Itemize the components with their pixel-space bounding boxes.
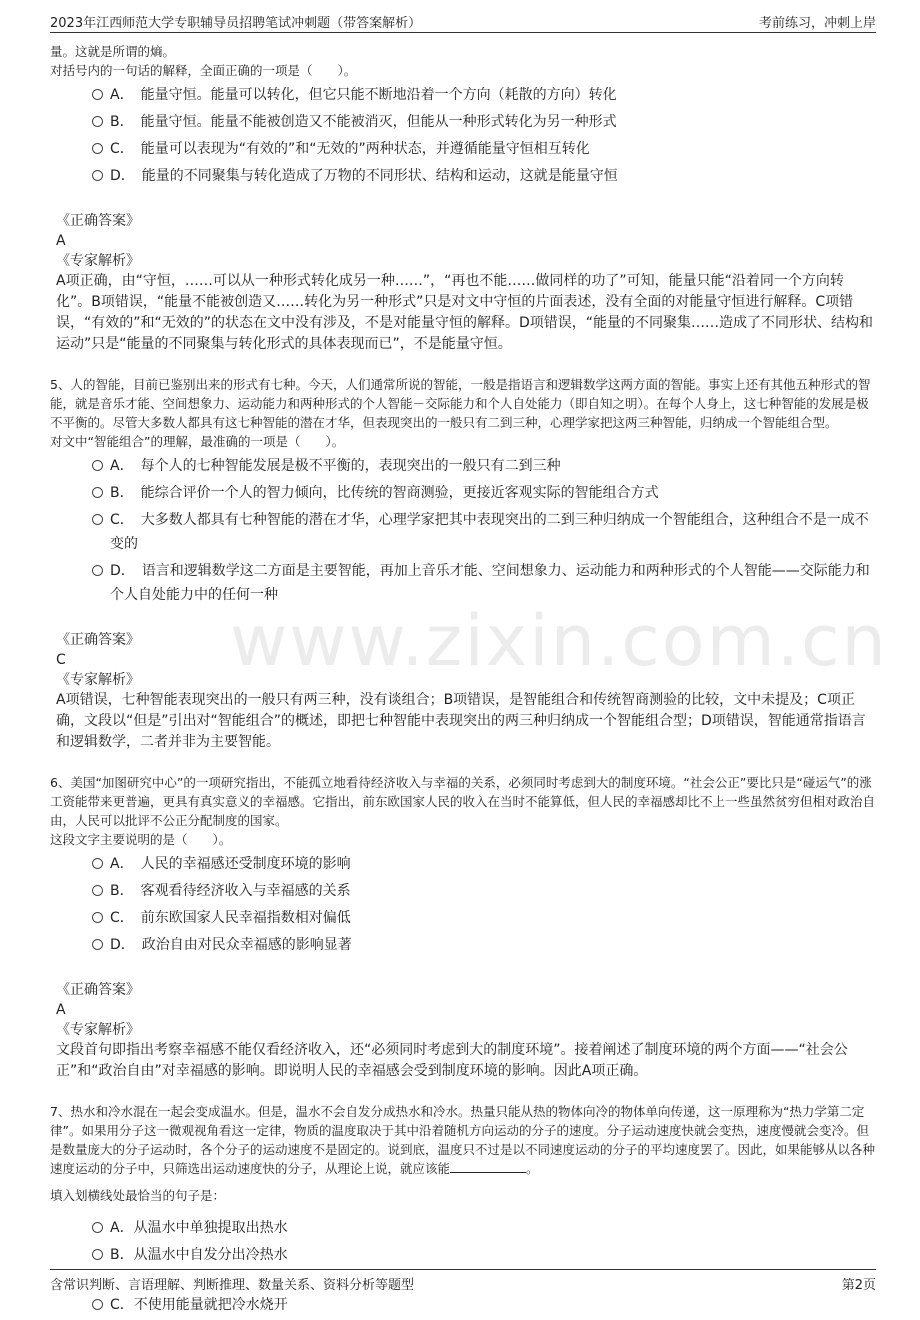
- q6-option-b[interactable]: B． 客观看待经济收入与幸福感的关系: [92, 879, 876, 903]
- q4-option-b[interactable]: B． 能量守恒。能量不能被创造又不能被消灭，但能从一种形式转化为另一种形式: [92, 110, 876, 134]
- page-header: [50, 10, 876, 33]
- q6-answer-title: 《正确答案》: [56, 982, 140, 998]
- radio-icon[interactable]: [92, 858, 103, 869]
- q7-option-b[interactable]: B．从温水中自发分出冷热水: [92, 1243, 876, 1267]
- page-footer: [50, 1269, 876, 1292]
- q4-analysis-title: 《专家解析》: [56, 253, 140, 269]
- radio-icon[interactable]: [92, 939, 103, 950]
- q4-option-c[interactable]: C． 能量可以表现为“有效的”和“无效的”两种状态，并遵循能量守恒相互转化: [92, 137, 876, 161]
- q6-option-a[interactable]: A． 人民的幸福感还受制度环境的影响: [92, 852, 876, 876]
- q6-answer: A: [56, 1002, 66, 1018]
- watermark: www.zixin.com.cn: [230, 600, 888, 682]
- page-number: 第2页: [841, 1278, 876, 1293]
- document-title: 2023年江西师范大学专职辅导员招聘笔试冲刺题（带答案解析）: [50, 16, 422, 31]
- q5-option-d[interactable]: D． 语言和逻辑数学这二方面是主要智能，再加上音乐才能、空间想象力、运动能力和两种形式的个人智能——交际能力和个人自处能力中的任何一种: [92, 559, 876, 607]
- q5-answer: C: [56, 652, 66, 668]
- q7-stem: 7、热水和冷水混在一起会变成温水。但是，温水不会自发分成热水和冷水。热量只能从热的物体向冷的物体单向传递，这一原理称为“热力学第二定律”。如果用分子这一微观视角看这一定律，物质的温度取决于其中沿着随机方向运动的分子的速度。分子运动速度快就会变热，速度慢就会变冷。但是数量庞大的分子运动时，各个分子的运动速度不是固定的。说到底，温度只不过是以不同速度运动的分子的平均速度罢了。因此，如果能够从以各种速度运动的分子中，只筛选出运动速度快的分子，从理论上说，就应该能 。: [50, 1104, 876, 1176]
- q4-question: 对括号内的一句话的解释，全面正确的一项是（ ）。: [50, 63, 357, 78]
- radio-icon[interactable]: [92, 487, 103, 498]
- footer-note: 含常识判断、言语理解、判断推理、数量关系、资料分析等题型: [50, 1278, 415, 1293]
- radio-icon[interactable]: [92, 89, 103, 100]
- q5-answer-title: 《正确答案》: [56, 632, 140, 648]
- header-slogan: 考前练习，冲刺上岸: [758, 16, 876, 31]
- fill-blank: [450, 1160, 526, 1173]
- radio-icon[interactable]: [92, 885, 103, 896]
- q6-analysis-title: 《专家解析》: [56, 1022, 140, 1038]
- radio-icon[interactable]: [92, 460, 103, 471]
- q4-stem-tail: 量。这就是所谓的熵。: [50, 44, 176, 59]
- q5-option-b[interactable]: B． 能综合评价一个人的智力倾向，比传统的智商测验，更接近客观实际的智能组合方式: [92, 481, 876, 505]
- q5-analysis: A项错误，七种智能表现突出的一般只有两三种，没有谈组合；B项错误，是智能组合和传统智商测验的比较，文中未提及；C项正确，文段以“但是”引出对“智能组合”的概述，即把七种智能中表现突出的两三种归纳成一个智能组合型；D项错误，智能通常指语言和逻辑数学，二者并非为主要智能。: [56, 692, 866, 750]
- radio-icon[interactable]: [92, 1299, 103, 1310]
- radio-icon[interactable]: [92, 1249, 103, 1260]
- q4-answer-title: 《正确答案》: [56, 213, 140, 229]
- q5-option-c[interactable]: C． 大多数人都具有七种智能的潜在才华，心理学家把其中表现突出的二到三种归纳成一个智能组合，这种组合不是一成不变的: [92, 508, 876, 556]
- radio-icon[interactable]: [92, 912, 103, 923]
- page-content: [50, 42, 876, 1320]
- q7-option-a[interactable]: A．从温水中单独提取出热水: [92, 1216, 876, 1240]
- q4-analysis: A项正确，由“守恒，……可以从一种形式转化成另一种……”，“再也不能……做同样的功了”可知，能量只能“沿着同一个方向转化”。B项错误，“能量不能被创造又……转化为另一种形式”只是对文中守恒的片面表述，没有全面的对能量守恒进行解释。C项错误，“有效的”和“无效的”的状态在文中没有涉及，不是对能量守恒的解释。D项错误，“能量的不同聚集……造成了不同形状、结构和运动”只是“能量的不同聚集与转化形式的具体表现而已”，不是能量守恒。: [56, 273, 874, 352]
- q6-question: 这段文字主要说明的是（ ）。: [50, 832, 232, 847]
- radio-icon[interactable]: [92, 143, 103, 154]
- q5-stem: 5、人的智能，目前已鉴别出来的形式有七种。今天，人们通常所说的智能，一般是指语言和逻辑数学这两方面的智能。事实上还有其他五种形式的智能，就是音乐才能、空间想象力、运动能力和两种形式的个人智能－交际能力和个人自处能力（即自知之明）。在每个人身上，这七种智能的发展是极不平衡的。尽管大多数人都具有这七种智能的潜在才华，但表现突出的一般只有二到三种，心理学家把这两三种智能，归纳成一个智能组合型。: [50, 377, 871, 430]
- q4-option-a[interactable]: A． 能量守恒。能量可以转化，但它只能不断地沿着一个方向（耗散的方向）转化: [92, 83, 876, 107]
- q4-answer: A: [56, 233, 66, 249]
- q6-option-c[interactable]: C． 前东欧国家人民幸福指数相对偏低: [92, 906, 876, 930]
- q6-analysis: 文段首句即指出考察幸福感不能仅看经济收入，还“必须同时考虑到大的制度环境”。接着阐述了制度环境的两个方面——“社会公正”和“政治自由”对幸福感的影响。即说明人民的幸福感会受到制度环境的影响。因此A项正确。: [56, 1042, 848, 1079]
- radio-icon[interactable]: [92, 514, 103, 525]
- q5-analysis-title: 《专家解析》: [56, 672, 140, 688]
- q5-question: 对文中“智能组合”的理解，最准确的一项是（ ）。: [50, 434, 345, 449]
- q7-question: 填入划横线处最恰当的句子是：: [50, 1188, 226, 1203]
- radio-icon[interactable]: [92, 1222, 103, 1233]
- radio-icon[interactable]: [92, 565, 103, 576]
- radio-icon[interactable]: [92, 170, 103, 181]
- q6-stem: 6、美国“加图研究中心”的一项研究指出，不能孤立地看待经济收入与幸福的关系，必须同时考虑到大的制度环境。“社会公正”要比只是“碰运气”的涨工资能带来更普遍，更具有真实意义的幸福感。它指出，前东欧国家人民的收入在当时不能算低，但人民的幸福感却比不上一些虽然贫穷但相对政治自由，人民可以批评不公正分配制度的国家。: [50, 775, 876, 828]
- q5-option-a[interactable]: A． 每个人的七种智能发展是极不平衡的，表现突出的一般只有二到三种: [92, 454, 876, 478]
- q6-option-d[interactable]: D． 政治自由对民众幸福感的影响显著: [92, 933, 876, 957]
- q4-option-d[interactable]: D． 能量的不同聚集与转化造成了万物的不同形状、结构和运动，这就是能量守恒: [92, 164, 876, 188]
- radio-icon[interactable]: [92, 116, 103, 127]
- q7-option-c[interactable]: C．不使用能量就把冷水烧开: [92, 1293, 876, 1317]
